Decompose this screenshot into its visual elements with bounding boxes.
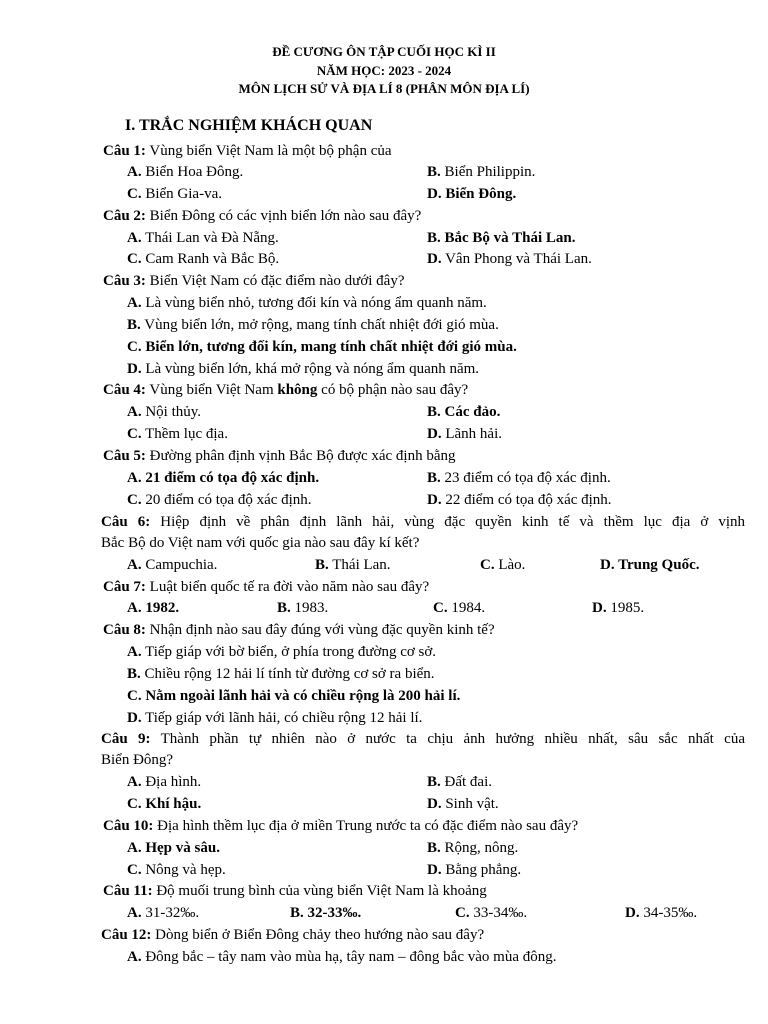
question-10: Câu 10: Địa hình thềm lục địa ở miền Trung nước ta có đặc điểm nào sau đây? xyxy=(103,818,579,834)
q10-option-d: D. Bằng phẳng. xyxy=(427,862,522,878)
q6-option-a: A. Campuchia. xyxy=(127,557,218,573)
q9-option-a: A. Địa hình. xyxy=(127,774,202,790)
q10-option-c: C. Nông và hẹp. xyxy=(127,862,226,878)
q9-option-c: C. Khí hậu. xyxy=(127,796,202,812)
question-4: Câu 4: Vùng biển Việt Nam không có bộ phận nào sau đây? xyxy=(103,382,469,398)
q10-option-a: A. Hẹp và sâu. xyxy=(127,840,220,856)
q2-option-a: A. Thái Lan và Đà Nẵng. xyxy=(127,230,279,246)
q5-option-b: B. 23 điểm có tọa độ xác định. xyxy=(427,470,611,486)
q2-option-d: D. Vân Phong và Thái Lan. xyxy=(427,251,592,267)
q2-option-c: C. Cam Ranh và Bắc Bộ. xyxy=(127,251,280,267)
q11-option-d: D. 34-35‰. xyxy=(625,905,698,921)
q4-option-d: D. Lãnh hải. xyxy=(427,426,502,442)
q3-option-d: D. Là vùng biển lớn, khá mở rộng và nóng ẩm quanh năm. xyxy=(127,361,480,377)
q8-option-a: A. Tiếp giáp với bờ biển, ở phía trong đường cơ sở. xyxy=(127,644,437,660)
question-12: Câu 12: Dòng biển ở Biển Đông chảy theo hướng nào sau đây? xyxy=(101,927,485,943)
q7-option-c: C. 1984. xyxy=(433,600,486,616)
q1-option-d: D. Biển Đông. xyxy=(427,186,517,202)
question-9: Câu 9: Thành phần tự nhiên nào ở nước ta chịu ảnh hưởng nhiều nhất, sâu sắc nhất của xyxy=(101,731,746,747)
question-6: Câu 6: Hiệp định về phân định lãnh hải, vùng đặc quyền kinh tế và thềm lục địa ở vịnh xyxy=(101,514,746,530)
q7-option-d: D. 1985. xyxy=(592,600,645,616)
q5-option-a: A. 21 điểm có tọa độ xác định. xyxy=(127,470,320,486)
q3-option-a: A. Là vùng biển nhỏ, tương đối kín và nóng ẩm quanh năm. xyxy=(127,295,487,311)
question-8: Câu 8: Nhận định nào sau đây đúng với vùng đặc quyền kinh tế? xyxy=(103,622,495,638)
doc-title: ĐỀ CƯƠNG ÔN TẬP CUỐI HỌC KÌ II xyxy=(272,44,496,59)
q1-option-b: B. Biển Philippin. xyxy=(427,164,536,180)
q6-option-d: D. Trung Quốc. xyxy=(600,557,700,573)
question-1: Câu 1: Vùng biển Việt Nam là một bộ phận của xyxy=(103,143,392,159)
q12-option-a: A. Đông bắc – tây nam vào mùa hạ, tây nam – đông bắc vào mùa đông. xyxy=(127,949,557,965)
q7-option-a: A. 1982. xyxy=(127,600,180,616)
q8-option-b: B. Chiều rộng 12 hải lí tính từ đường cơ sở ra biển. xyxy=(127,666,435,682)
q1-option-a: A. Biển Hoa Đông. xyxy=(127,164,244,180)
q2-option-b: B. Bắc Bộ và Thái Lan. xyxy=(427,230,576,246)
q7-option-b: B. 1983. xyxy=(277,600,329,616)
question-11: Câu 11: Độ muối trung bình của vùng biển Việt Nam là khoảng xyxy=(103,883,487,899)
question-2: Câu 2: Biển Đông có các vịnh biển lớn nào sau đây? xyxy=(103,208,422,224)
school-year: NĂM HỌC: 2023 - 2024 xyxy=(316,63,452,78)
q3-option-c: C. Biển lớn, tương đối kín, mang tính chất nhiệt đới gió mùa. xyxy=(127,339,517,355)
q6-option-c: C. Lào. xyxy=(480,557,526,573)
subject-title: MÔN LỊCH SỬ VÀ ĐỊA LÍ 8 (PHÂN MÔN ĐỊA LÍ) xyxy=(238,81,530,96)
q3-option-b: B. Vùng biển lớn, mở rộng, mang tính chất nhiệt đới gió mùa. xyxy=(127,317,499,333)
q9-option-d: D. Sinh vật. xyxy=(427,796,499,812)
q6-option-b: B. Thái Lan. xyxy=(315,557,391,573)
q4-option-a: A. Nội thủy. xyxy=(127,404,202,420)
q9-option-b: B. Đất đai. xyxy=(427,774,492,790)
q4-option-c: C. Thềm lục địa. xyxy=(127,426,228,442)
q8-option-c: C. Nằm ngoài lãnh hải và có chiều rộng là 200 hải lí. xyxy=(127,688,461,704)
q10-option-b: B. Rộng, nông. xyxy=(427,840,519,856)
q11-option-b: B. 32-33‰. xyxy=(290,905,362,921)
question-6-cont: Bắc Bộ do Việt nam với quốc gia nào sau đây kí kết? xyxy=(101,535,420,551)
question-3: Câu 3: Biển Việt Nam có đặc điểm nào dưới đây? xyxy=(103,273,405,289)
q5-option-c: C. 20 điểm có tọa độ xác định. xyxy=(127,492,312,508)
question-5: Câu 5: Đường phân định vịnh Bắc Bộ được xác định bằng xyxy=(103,448,456,464)
q11-option-c: C. 33-34‰. xyxy=(455,905,528,921)
question-9-cont: Biển Đông? xyxy=(101,752,174,768)
q1-option-c: C. Biển Gia-va. xyxy=(127,186,222,202)
q4-option-b: B. Các đảo. xyxy=(427,404,501,420)
q8-option-d: D. Tiếp giáp với lãnh hải, có chiều rộng 12 hải lí. xyxy=(127,710,423,726)
question-7: Câu 7: Luật biển quốc tế ra đời vào năm nào sau đây? xyxy=(103,579,430,595)
q5-option-d: D. 22 điểm có tọa độ xác định. xyxy=(427,492,612,508)
q11-option-a: A. 31-32‰. xyxy=(127,905,200,921)
section-title: I. TRẮC NGHIỆM KHÁCH QUAN xyxy=(125,117,373,134)
